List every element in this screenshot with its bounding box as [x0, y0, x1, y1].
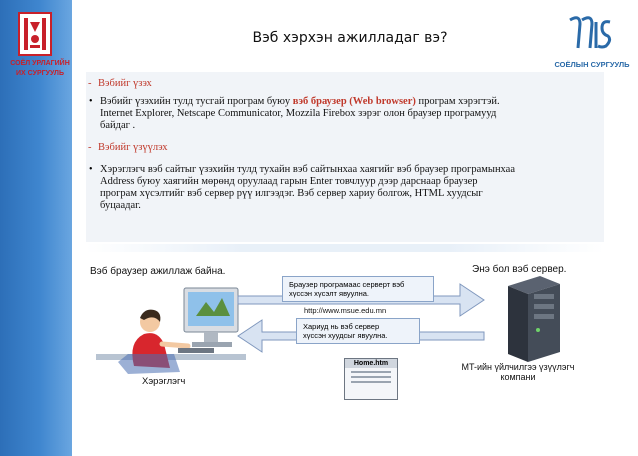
- section1-line3: байдаг .: [100, 120, 136, 131]
- section1-text-end: програм хэрэгтэй.: [415, 96, 500, 107]
- university-logo-line1: СОЁЛ УРЛАГИЙН: [10, 60, 70, 67]
- response-line2: хүссэн хуудсыг явуулна.: [303, 331, 388, 340]
- section1-line1: [100, 96, 500, 108]
- section2-line1: Хэрэглэгч вэб сайтыг үзэхийн тулд тухайн вэб сайтынхаа хаягийг вэб браузер програмынхаа: [100, 164, 515, 175]
- file-name: Home.htm: [345, 359, 397, 368]
- url-text: http://www.msue.edu.mn: [304, 306, 387, 315]
- company-line1: MT-ийн үйлчилгээ үзүүлэгч: [461, 362, 575, 372]
- request-line1: Браузер програмаас серверт вэб: [289, 280, 405, 289]
- school-logo-icon: [566, 14, 614, 54]
- user-label: Хэрэглэгч: [142, 376, 186, 387]
- dash-marker: -: [88, 78, 92, 89]
- school-logo: [552, 14, 632, 74]
- request-line2: хүссэн хүсэлт явуулна.: [289, 289, 370, 298]
- section2-line3: програм хүсэлтийг вэб сервер рүү илгээдэг. Вэб сервер хариу болгож, HTML хуудсыг: [100, 188, 483, 199]
- section2-line4: буцаадаг.: [100, 200, 141, 211]
- content-panel: [86, 72, 604, 242]
- divider: [86, 244, 604, 252]
- server-icon: [502, 274, 562, 364]
- web-browser-term: вэб браузер (Web browser): [292, 96, 416, 107]
- dash-marker: -: [88, 142, 92, 153]
- bullet-marker: •: [89, 96, 93, 107]
- document-icon: [344, 358, 398, 400]
- web-diagram: [86, 254, 604, 400]
- university-logo: [4, 12, 68, 82]
- response-box: [296, 318, 420, 344]
- section1-heading: Вэбийг үзэх: [98, 78, 152, 89]
- server-label: Энэ бол вэб сервер.: [472, 264, 567, 275]
- section2-heading: Вэбийг үзүүлэх: [98, 142, 168, 153]
- company-line2: компани: [500, 372, 536, 382]
- section1-line2: Internet Explorer, Netscape Communicator, Mozzila Firebox зэрэг олон браузер програмууд: [100, 108, 497, 119]
- browser-label: Вэб браузер ажиллаж байна.: [90, 266, 226, 277]
- computer-user-icon: [88, 282, 248, 378]
- response-line1: Хариуд нь вэб сервер: [303, 322, 380, 331]
- request-box: [282, 276, 434, 302]
- bullet-marker: •: [89, 164, 93, 175]
- school-logo-text: СОЁЛЫН СУРГУУЛЬ: [554, 60, 630, 69]
- page-title: Вэб хэрхэн ажилладаг вэ?: [252, 30, 448, 46]
- company-label: [458, 362, 578, 382]
- section2-line2: Address буюу хаягийн мөрөнд оруулаад гарын Enter товчлуур дээр дарснаар браузер: [100, 176, 478, 187]
- university-logo-line2: ИХ СУРГУУЛЬ: [16, 70, 64, 77]
- university-logo-icon: [18, 12, 52, 56]
- section1-text: Вэбийг үзэхийн тулд тусгай програм буюу: [100, 96, 293, 107]
